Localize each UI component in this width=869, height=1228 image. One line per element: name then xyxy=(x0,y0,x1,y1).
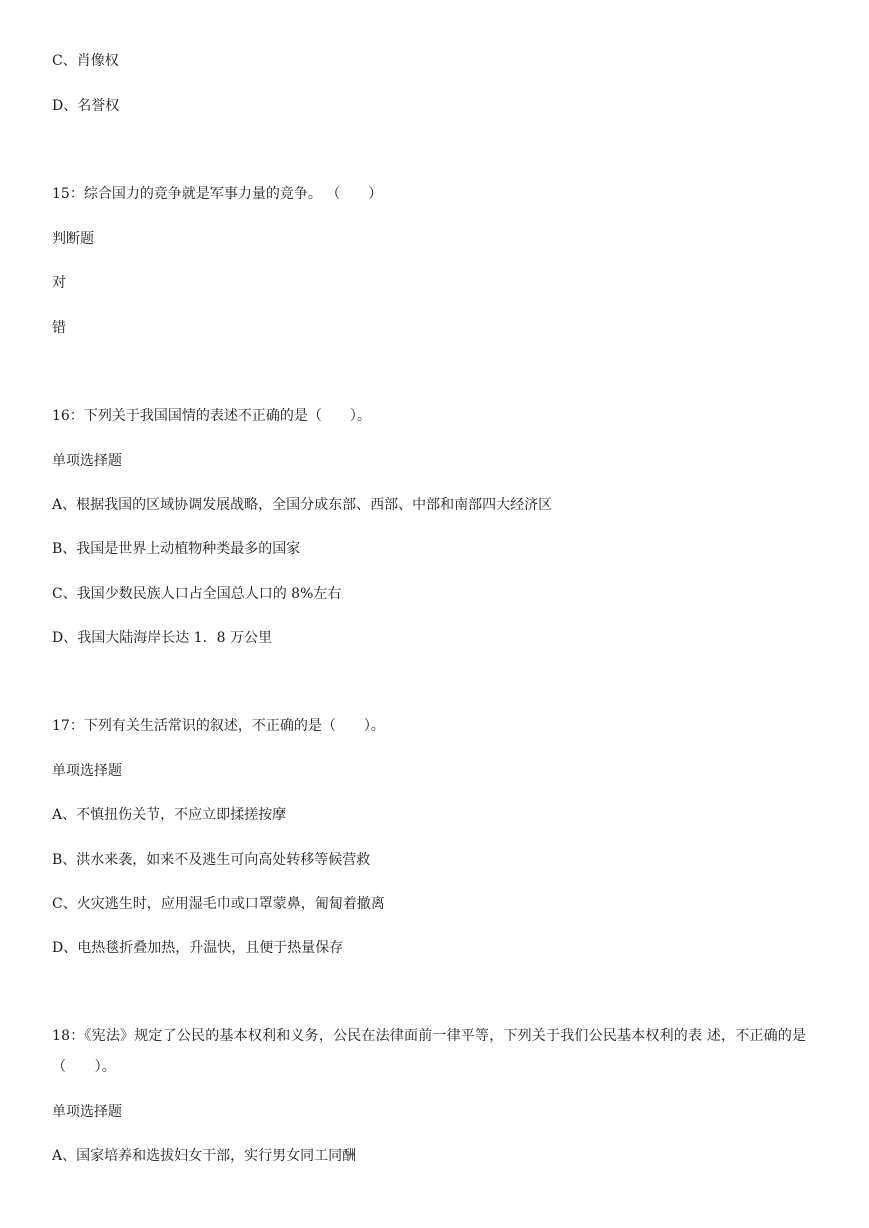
q15-option-false: 错 xyxy=(52,320,66,336)
q17-option-b: B、洪水来袭，如来不及逃生可向高处转移等候营救 xyxy=(52,852,371,868)
q14-option-c: C、肖像权 xyxy=(52,53,119,69)
q18-stem: 18：《宪法》规定了公民的基本权利和义务，公民在法律面前一律平等，下列关于我们公民基本权利的表 述，不正确的是（ ）。 xyxy=(52,1028,807,1075)
q14-option-d: D、名誉权 xyxy=(52,98,120,114)
q17-stem: 17：下列有关生活常识的叙述，不正确的是（ ）。 xyxy=(52,718,385,734)
q17-option-c: C、火灾逃生时，应用湿毛巾或口罩蒙鼻，匍匐着撤离 xyxy=(52,896,385,912)
q16-stem: 16：下列关于我国国情的表述不正确的是（ ）。 xyxy=(52,408,371,424)
q15-option-true: 对 xyxy=(52,275,66,291)
q15-stem: 15：综合国力的竞争就是军事力量的竞争。 （ ） xyxy=(52,186,383,202)
q16-type: 单项选择题 xyxy=(52,453,122,469)
q16-option-c: C、我国少数民族人口占全国总人口的 8%左右 xyxy=(52,586,342,602)
q16-option-a: A、根据我国的区域协调发展战略，全国分成东部、西部、中部和南部四大经济区 xyxy=(52,497,553,513)
q16-option-b: B、我国是世界上动植物种类最多的国家 xyxy=(52,541,301,557)
q16-option-d: D、我国大陆海岸长达 1．8 万公里 xyxy=(52,630,272,646)
q17-option-d: D、电热毯折叠加热，升温快，且便于热量保存 xyxy=(52,940,344,956)
q18-type: 单项选择题 xyxy=(52,1104,122,1120)
q17-option-a: A、不慎扭伤关节，不应立即揉搓按摩 xyxy=(52,807,287,823)
q17-type: 单项选择题 xyxy=(52,763,122,779)
q18-option-a: A、国家培养和选拔妇女干部，实行男女同工同酬 xyxy=(52,1148,357,1164)
q15-type: 判断题 xyxy=(52,231,94,247)
